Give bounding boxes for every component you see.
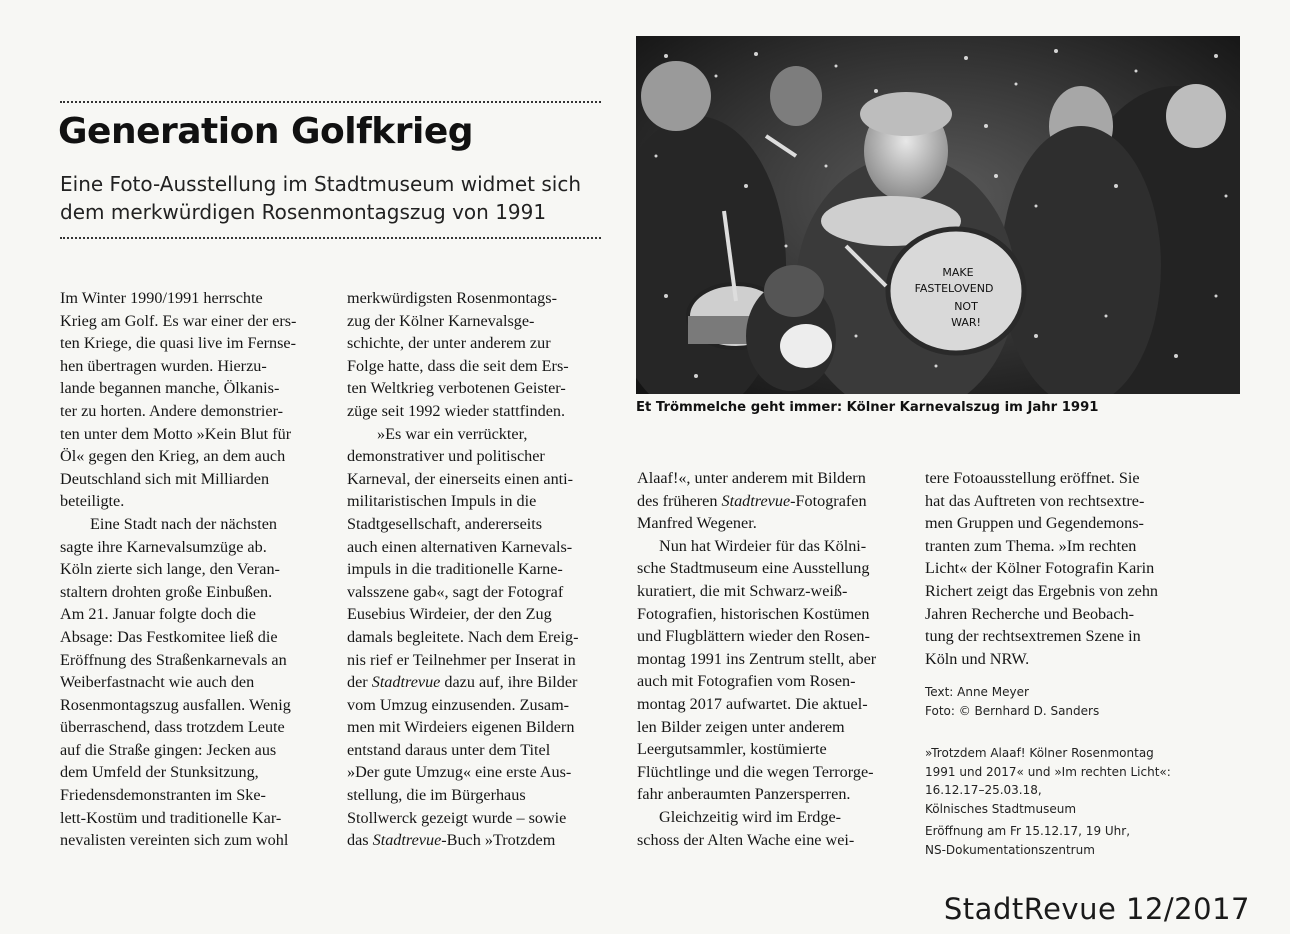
text-line: staltern drohten große Einbußen. — [60, 582, 273, 601]
info-line: Eröffnung am Fr 15.12.17, 19 Uhr, — [925, 824, 1131, 838]
text-run: dazu auf, ihre Bilder — [440, 673, 578, 692]
text-line: Eine Stadt nach der nächsten — [90, 514, 277, 533]
text-line: zug der Kölner Karnevalsge- — [347, 311, 535, 330]
text-line: überraschend, dass trotzdem Leute — [60, 718, 285, 737]
text-line: sagte ihre Karnevalsumzüge ab. — [60, 537, 267, 556]
text-line: tere Fotoausstellung eröffnet. Sie — [925, 469, 1140, 487]
text-line: Alaaf!«, unter anderem mit Bildern — [637, 469, 866, 487]
text-line: dem Umfeld der Stunksitzung, — [60, 763, 259, 782]
drum-text-line: MAKE — [942, 266, 974, 279]
text-line: nevalisten vereinten sich zum wohl — [60, 831, 289, 850]
text-line: tranten zum Thema. »Im rechten — [925, 536, 1137, 555]
text-line: Friedensdemonstranten im Ske- — [60, 786, 266, 805]
magazine-source-label: StadtRevue 12/2017 — [943, 892, 1250, 926]
text-line: Gleichzeitig wird im Erdge- — [659, 807, 842, 826]
text-run: -Fotografen — [790, 491, 867, 510]
text-line: sche Stadtmuseum eine Ausstellung — [637, 559, 870, 578]
article-column-1 — [60, 287, 340, 852]
text-line: »Der gute Umzug« eine erste Aus- — [347, 763, 572, 782]
text-credit: Text: Anne Meyer — [925, 685, 1029, 699]
text-line: men mit Wirdeiers eigenen Bildern — [347, 718, 575, 737]
photo-credit: Foto: © Bernhard D. Sanders — [925, 704, 1100, 718]
text-line: valsszene gab«, sagt der Fotograf — [347, 582, 564, 601]
text-line: Stollwerck gezeigt wurde – sowie — [347, 808, 567, 827]
text-line: Flüchtlinge und die wegen Terrorge- — [637, 762, 874, 781]
text-line: tung der rechtsextremen Szene in — [925, 627, 1141, 646]
info-line: 16.12.17–25.03.18, — [925, 783, 1042, 797]
text-line: ter zu horten. Andere demonstrier- — [60, 401, 284, 420]
text-line: Krieg am Golf. Es war einer der ers- — [60, 311, 297, 330]
text-line: Leergutsammler, kostümierte — [637, 740, 827, 759]
text-line: men Gruppen und Gegendemons- — [925, 514, 1144, 533]
article-column-4 — [925, 467, 1195, 670]
text-run: der — [347, 673, 372, 692]
dek-line: Eine Foto-Ausstellung im Stadtmuseum widmet sich — [60, 172, 582, 196]
text-line: Richert zeigt das Ergebnis von zehn — [925, 581, 1159, 600]
magazine-name-italic: Stadtrevue — [372, 831, 442, 850]
info-line: 1991 und 2017« und »Im rechten Licht«: — [925, 764, 1171, 779]
text-line: beteiligte. — [60, 492, 125, 511]
carnival-photo — [636, 36, 1240, 394]
text-line: Stadtgesellschaft, andererseits — [347, 514, 543, 533]
text-line: Öl« gegen den Krieg, an dem auch — [60, 447, 286, 466]
text-run: -Buch »Trotzdem — [441, 831, 556, 850]
text-line: stellung, die im Bürgerhaus — [347, 786, 526, 805]
text-run: des früheren — [637, 491, 722, 510]
drum-text-line: WAR! — [951, 316, 981, 329]
exhibition-info — [925, 744, 1171, 859]
text-line — [347, 671, 627, 694]
text-line: züge seit 1992 wieder stattfinden. — [347, 401, 566, 420]
article-subheadline — [60, 170, 620, 226]
text-line: Folge hatte, dass die seit dem Ers- — [347, 356, 569, 375]
text-line: Nun hat Wirdeier für das Kölni- — [659, 536, 867, 555]
article-headline: Generation Golfkrieg — [58, 111, 474, 152]
text-line: montag 1991 ins Zentrum stellt, aber — [637, 649, 877, 668]
article-column-2 — [347, 287, 627, 852]
text-line: damals begleitete. Nach dem Ereig- — [347, 627, 579, 646]
drum-text-line: FASTELOVEND — [914, 282, 994, 295]
text-line: Licht« der Kölner Fotografin Karin — [925, 559, 1155, 578]
article-credits — [925, 683, 1099, 721]
text-line: Absage: Das Festkomitee ließ die — [60, 627, 278, 646]
info-line: »Trotzdem Alaaf! Kölner Rosenmontag — [925, 746, 1154, 760]
bottom-dotted-rule — [60, 237, 601, 239]
text-line: vom Umzug einzusenden. Zusam- — [347, 695, 570, 714]
text-line: Im Winter 1990/1991 herrschte — [60, 289, 263, 307]
text-line: Am 21. Januar folgte doch die — [60, 605, 256, 624]
text-line: demonstrativer und politischer — [347, 447, 545, 466]
text-line: Weiberfastnacht wie auch den — [60, 673, 255, 692]
text-line: Köln und NRW. — [925, 649, 1030, 668]
text-line: schoss der Alten Wache eine wei- — [637, 830, 855, 849]
text-line: lett-Kostüm und traditionelle Kar- — [60, 808, 282, 827]
text-line: »Es war ein verrückter, — [377, 424, 528, 443]
text-line: impuls in die traditionelle Karne- — [347, 560, 563, 579]
text-line: ten Weltkrieg verbotenen Geister- — [347, 379, 566, 398]
info-line: NS-Dokumentationszentrum — [925, 842, 1095, 857]
text-line: Jahren Recherche und Beobach- — [925, 604, 1134, 623]
text-line: fahr anberaumten Panzersperren. — [637, 785, 851, 804]
text-line: hen übertragen wurden. Hierzu- — [60, 356, 267, 375]
text-line: Fotografien, historischen Kostümen — [637, 604, 870, 623]
text-line: Köln zierte sich lange, den Veran- — [60, 560, 280, 579]
text-line: Deutschland sich mit Milliarden — [60, 469, 270, 488]
dek-line: dem merkwürdigen Rosenmontagszug von 1991 — [60, 200, 547, 224]
top-dotted-rule — [60, 101, 601, 103]
magazine-name-italic: Stadtrevue — [371, 673, 441, 692]
text-line: entstand daraus unter dem Titel — [347, 740, 551, 759]
magazine-name-italic: Stadtrevue — [721, 491, 791, 510]
text-line: schichte, der unter anderem zur — [347, 334, 551, 353]
text-run: das — [347, 831, 373, 850]
text-line: nis rief er Teilnehmer per Inserat in — [347, 650, 576, 669]
drum-text-line: NOT — [954, 300, 978, 313]
text-line: merkwürdigsten Rosenmontags- — [347, 289, 557, 307]
text-line: auch einen alternativen Karnevals- — [347, 537, 573, 556]
text-line: montag 2017 aufwartet. Die aktuel- — [637, 694, 868, 713]
text-line: Rosenmontagszug ausfallen. Wenig — [60, 695, 291, 714]
text-line: Eusebius Wirdeier, der den Zug — [347, 605, 552, 624]
text-line — [637, 490, 907, 513]
text-line — [347, 829, 627, 852]
text-line: auch mit Fotografien vom Rosen- — [637, 672, 856, 691]
photo-caption: Et Trömmelche geht immer: Kölner Karnevalszug im Jahr 1991 — [636, 400, 1099, 415]
text-line: Karneval, der einerseits einen anti- — [347, 469, 574, 488]
text-line: ten unter dem Motto »Kein Blut für — [60, 424, 292, 443]
text-line: militaristischen Impuls in die — [347, 492, 537, 511]
text-line: lande begannen manche, Ölkanis- — [60, 379, 280, 398]
text-line: und Flugblättern wieder den Rosen- — [637, 627, 870, 646]
text-line: kuratiert, die mit Schwarz-weiß- — [637, 581, 848, 600]
article-column-3 — [637, 467, 907, 851]
text-line: ten Kriege, die quasi live im Fernse- — [60, 334, 296, 353]
text-line: auf die Straße gingen: Jecken aus — [60, 740, 277, 759]
info-line: Kölnisches Stadtmuseum — [925, 801, 1077, 816]
text-line: Manfred Wegener. — [637, 514, 757, 533]
text-line: Eröffnung des Straßenkarnevals an — [60, 650, 287, 669]
photo-illustration — [636, 36, 1240, 394]
text-line: hat das Auftreten von rechtsextre- — [925, 491, 1145, 510]
text-line: len Bilder zeigen unter anderem — [637, 717, 845, 736]
